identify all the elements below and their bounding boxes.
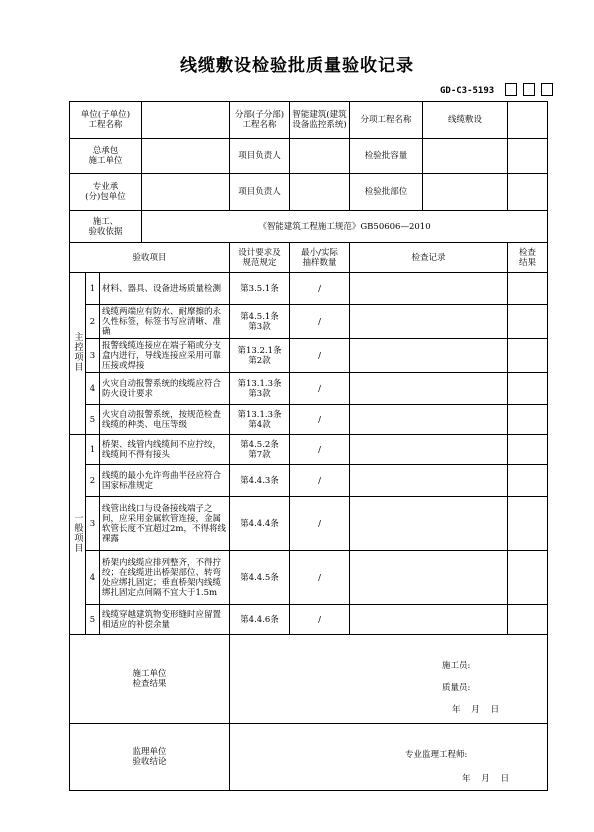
code-box-1[interactable]	[505, 83, 517, 96]
main-item-no: 2	[86, 305, 100, 339]
general-item-no: 4	[86, 551, 100, 605]
general-item-desc: 线缆的最小允许弯曲半径应符合国家标准规定	[100, 465, 230, 497]
general-item-sample[interactable]: /	[290, 465, 350, 497]
general-item-spec: 第4.4.6条	[230, 605, 290, 635]
main-group-label: 主控项目	[72, 332, 83, 372]
general-item-record[interactable]	[350, 435, 508, 465]
general-item-sample[interactable]: /	[290, 605, 350, 635]
general-item-result[interactable]	[508, 551, 548, 605]
general-item-record[interactable]	[350, 465, 508, 497]
construction-check-label: 施工单位 检查结果	[70, 635, 230, 724]
sub-contractor-value[interactable]	[142, 174, 230, 211]
basis-value: 《智能建筑工程施工规范》GB50606—2010	[142, 211, 548, 243]
code-box-2[interactable]	[523, 83, 535, 96]
quality-label: 质量员:	[442, 683, 471, 693]
general-item-desc: 线缆穿越建筑物变形缝时应留置相适应的补偿余量	[100, 605, 230, 635]
main-item-desc: 材料、器具、设备进场质量检测	[100, 273, 230, 305]
subitem-name-value[interactable]: 线缆敷设	[447, 115, 482, 125]
supervision-area[interactable]	[230, 724, 548, 791]
general-item-record[interactable]	[350, 551, 508, 605]
col-result-header: 检查 结果	[508, 243, 548, 273]
general-item-desc: 桥架、线管内线缆间不应拧绞，线缆间不得有接头	[100, 435, 230, 465]
general-item-sample[interactable]: /	[290, 497, 350, 551]
general-item-no: 2	[86, 465, 100, 497]
general-item-result[interactable]	[508, 435, 548, 465]
supervision-date: 年 月 日	[462, 774, 510, 784]
main-item-sample[interactable]: /	[290, 305, 350, 339]
division-name-value[interactable]: 智能建筑(建筑设备监控系统)	[290, 102, 350, 139]
construction-date: 年 月 日	[452, 705, 500, 715]
subitem-name-label: 分项工程名称	[350, 102, 423, 138]
main-item-record[interactable]	[350, 405, 508, 435]
col-spec-header: 设计要求及 规范规定	[230, 243, 290, 273]
col-record-header: 检查记录	[350, 243, 508, 273]
code-box-3[interactable]	[541, 83, 553, 96]
main-item-sample[interactable]: /	[290, 405, 350, 435]
lot-part-value[interactable]	[423, 174, 507, 210]
main-item-result[interactable]	[508, 273, 548, 305]
main-item-spec: 第4.5.1条 第3款	[230, 305, 290, 339]
general-contractor-label: 总承包 施工单位	[70, 139, 142, 174]
main-item-no: 1	[86, 273, 100, 305]
general-item-sample[interactable]: /	[290, 435, 350, 465]
col-item-header: 验收项目	[70, 243, 230, 273]
main-item-record[interactable]	[350, 305, 508, 339]
pm-label-2: 项目负责人	[230, 174, 290, 211]
lot-part-label: 检验批部位	[350, 174, 423, 210]
main-item-spec: 第13.1.3条 第3款	[230, 373, 290, 405]
general-item-no: 5	[86, 605, 100, 635]
general-item-result[interactable]	[508, 497, 548, 551]
general-item-record[interactable]	[350, 605, 508, 635]
general-item-spec: 第4.4.3条	[230, 465, 290, 497]
pm-value-1[interactable]	[290, 139, 350, 174]
main-item-no: 5	[86, 405, 100, 435]
main-item-spec: 第13.1.3条 第4款	[230, 405, 290, 435]
unit-name-label: 单位(子单位) 工程名称	[70, 102, 142, 139]
construction-check-area[interactable]	[230, 635, 548, 724]
general-item-spec: 第4.5.2条 第7款	[230, 435, 290, 465]
main-item-desc: 线缆两端应有防水、耐摩擦的永久性标签，标签书写应清晰、准确	[100, 305, 230, 339]
general-item-desc: 桥架内线缆应排列整齐，不得拧绞；在线缆进出桥架部位、转弯处应绑扎固定；垂直桥架内线缆绑扎固定点间隔不宜大于1.5m	[100, 551, 230, 605]
main-item-desc: 火灾自动报警系统，按规范检查线缆的种类、电压等级	[100, 405, 230, 435]
main-item-spec: 第3.5.1条	[230, 273, 290, 305]
supervision-label: 监理单位 验收结论	[70, 724, 230, 791]
general-item-desc: 线管出线口与设备接线端子之间，应采用金属软管连接，金属软管长度不宜超过2m，不得将线裸露	[100, 497, 230, 551]
pm-label-1: 项目负责人	[230, 139, 290, 174]
unit-name-value[interactable]	[142, 102, 230, 139]
form-code: GD-C3-5193	[440, 86, 495, 96]
main-item-sample[interactable]: /	[290, 373, 350, 405]
main-item-record[interactable]	[350, 373, 508, 405]
general-contractor-value[interactable]	[142, 139, 230, 174]
worker-label: 施工员:	[442, 661, 471, 671]
main-item-spec: 第13.2.1条 第2款	[230, 339, 290, 373]
lot-capacity-label: 检验批容量	[350, 139, 423, 173]
col-sample-header: 最小/实际 抽样数量	[290, 243, 350, 273]
division-name-label: 分部(子分部) 工程名称	[230, 102, 290, 139]
inspection-table	[69, 101, 548, 791]
general-item-result[interactable]	[508, 465, 548, 497]
basis-label: 施工、 验收依据	[70, 211, 142, 243]
main-item-record[interactable]	[350, 273, 508, 305]
main-item-result[interactable]	[508, 339, 548, 373]
general-item-sample[interactable]: /	[290, 551, 350, 605]
main-item-result[interactable]	[508, 373, 548, 405]
main-item-sample[interactable]: /	[290, 339, 350, 373]
main-item-record[interactable]	[350, 339, 508, 373]
main-item-desc: 报警线缆连接应在端子箱或分支盒内进行，导线连接应采用可靠压接或焊接	[100, 339, 230, 373]
main-item-desc: 火灾自动报警系统的线缆应符合防火设计要求	[100, 373, 230, 405]
general-item-result[interactable]	[508, 605, 548, 635]
general-item-spec: 第4.4.5条	[230, 551, 290, 605]
general-item-no: 1	[86, 435, 100, 465]
general-item-spec: 第4.4.4条	[230, 497, 290, 551]
main-item-sample[interactable]: /	[290, 273, 350, 305]
engineer-label: 专业监理工程师:	[405, 750, 468, 760]
main-item-result[interactable]	[508, 305, 548, 339]
sub-contractor-label: 专业承 (分)包单位	[70, 174, 142, 211]
pm-value-2[interactable]	[290, 174, 350, 211]
lot-capacity-value[interactable]	[423, 139, 507, 173]
general-group-label: 一般项目	[72, 513, 83, 553]
main-item-no: 4	[86, 373, 100, 405]
form-title: 线缆敷设检验批质量验收记录	[180, 56, 414, 76]
main-item-no: 3	[86, 339, 100, 373]
general-item-record[interactable]	[350, 497, 508, 551]
general-item-no: 3	[86, 497, 100, 551]
main-item-result[interactable]	[508, 405, 548, 435]
